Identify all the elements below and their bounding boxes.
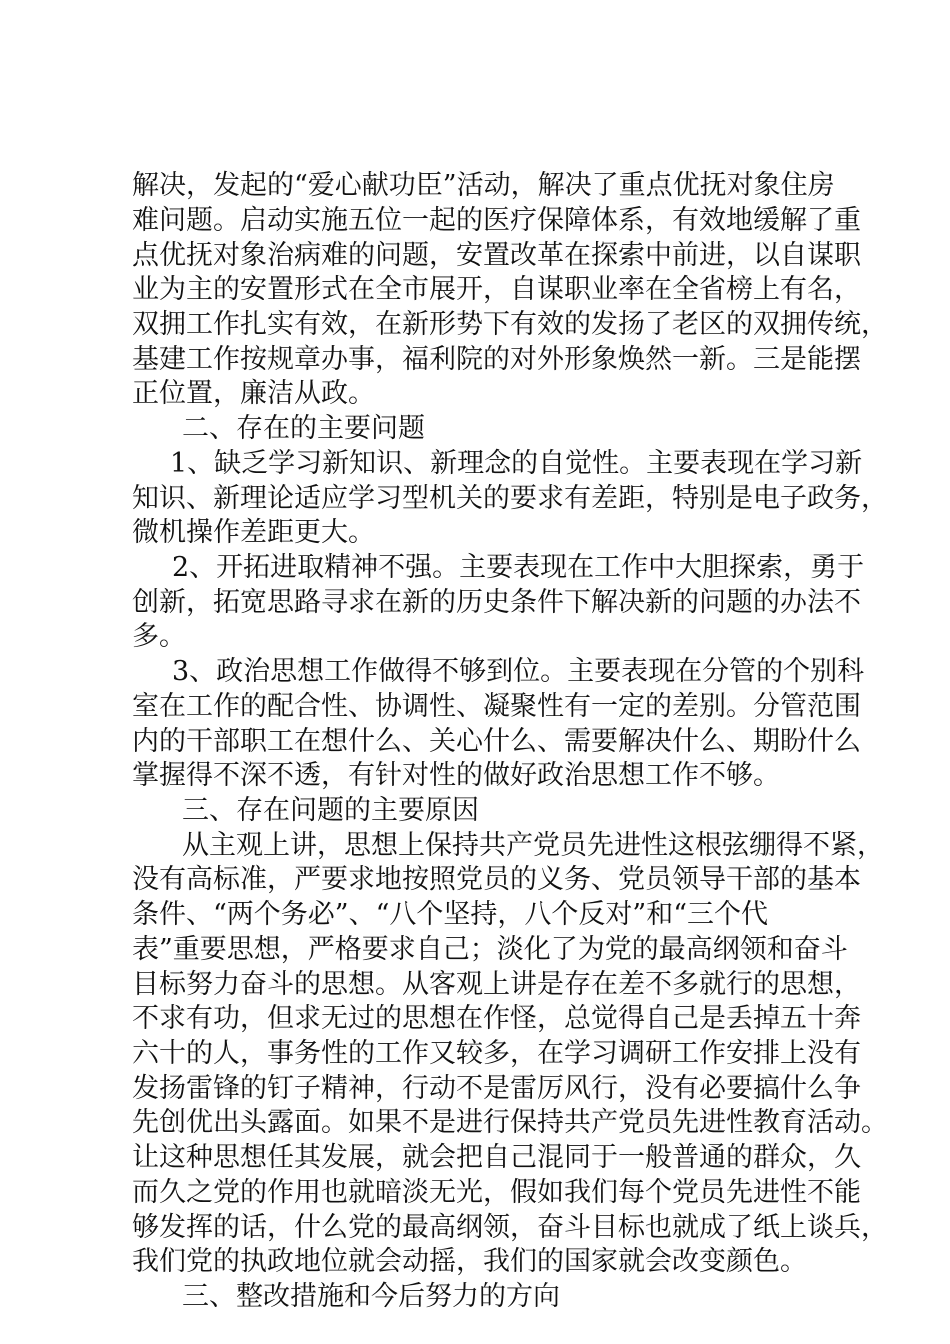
text-line: 掌握得不深不透，有针对性的做好政治思想工作不够。 bbox=[132, 760, 780, 791]
text-line: 创新，拓宽思路寻求在新的历史条件下解决新的问题的办法不 bbox=[132, 587, 861, 618]
text-line: 条件、“两个务必”、“八个坚持，八个反对”和“三个代 bbox=[132, 899, 769, 930]
text-line: 内的干部职工在想什么、关心什么、需要解决什么、期盼什么 bbox=[132, 726, 861, 757]
section-heading: 二、存在的主要问题 bbox=[182, 413, 425, 444]
text-line: 正位置，廉洁从政。 bbox=[132, 378, 375, 409]
section-heading: 三、整改措施和今后努力的方向 bbox=[182, 1281, 560, 1312]
text-line: 表”重要思想，严格要求自己；淡化了为党的最高纲领和奋斗 bbox=[132, 934, 848, 965]
text-line: 目标努力奋斗的思想。从客观上讲是存在差不多就行的思想， bbox=[132, 969, 861, 1000]
text-line: 3、政治思想工作做得不够到位。主要表现在分管的个别科 bbox=[172, 656, 865, 687]
text-line: 没有高标准，严要求地按照党员的义务、党员领导干部的基本 bbox=[132, 864, 861, 895]
text-line: 发扬雷锋的钉子精神，行动不是雷厉风行，没有必要搞什么争 bbox=[132, 1073, 861, 1104]
text-line: 知识、新理论适应学习型机关的要求有差距，特别是电子政务， bbox=[132, 483, 888, 514]
text-line: 业为主的安置形式在全市展开，自谋职业率在全省榜上有名， bbox=[132, 274, 861, 305]
text-line: 解决，发起的“爱心献功臣”活动，解决了重点优抚对象住房 bbox=[132, 170, 835, 201]
text-line: 难问题。启动实施五位一起的医疗保障体系，有效地缓解了重 bbox=[132, 205, 861, 236]
section-heading: 三、存在问题的主要原因 bbox=[182, 795, 479, 826]
text-line: 基建工作按规章办事，福利院的对外形象焕然一新。三是能摆 bbox=[132, 344, 861, 375]
text-line: 而久之党的作用也就暗淡无光，假如我们每个党员先进性不能 bbox=[132, 1177, 861, 1208]
text-line: 不求有功，但求无过的思想在作怪，总觉得自己是丢掉五十奔 bbox=[132, 1003, 861, 1034]
text-line: 点优抚对象治病难的问题，安置改革在探索中前进，以自谋职 bbox=[132, 240, 861, 271]
text-line: 先创优出头露面。如果不是进行保持共产党员先进性教育活动。 bbox=[132, 1107, 888, 1138]
text-line: 够发挥的话，什么党的最高纲领，奋斗目标也就成了纸上谈兵， bbox=[132, 1212, 888, 1243]
text-line: 室在工作的配合性、协调性、凝聚性有一定的差别。分管范围 bbox=[132, 691, 861, 722]
text-line: 我们党的执政地位就会动摇，我们的国家就会改变颜色。 bbox=[132, 1246, 807, 1277]
text-line: 多。 bbox=[132, 621, 186, 652]
text-line: 六十的人，事务性的工作又较多，在学习调研工作安排上没有 bbox=[132, 1038, 861, 1069]
text-line: 从主观上讲，思想上保持共产党员先进性这根弦绷得不紧， bbox=[182, 830, 884, 861]
text-line: 1、缺乏学习新知识、新理念的自觉性。主要表现在学习新 bbox=[170, 448, 863, 479]
text-line: 双拥工作扎实有效，在新形势下有效的发扬了老区的双拥传统， bbox=[132, 309, 888, 340]
text-line: 2、开拓进取精神不强。主要表现在工作中大胆探索，勇于 bbox=[172, 552, 865, 583]
text-line: 微机操作差距更大。 bbox=[132, 517, 375, 548]
text-line: 让这种思想任其发展，就会把自己混同于一般普通的群众，久 bbox=[132, 1142, 861, 1173]
